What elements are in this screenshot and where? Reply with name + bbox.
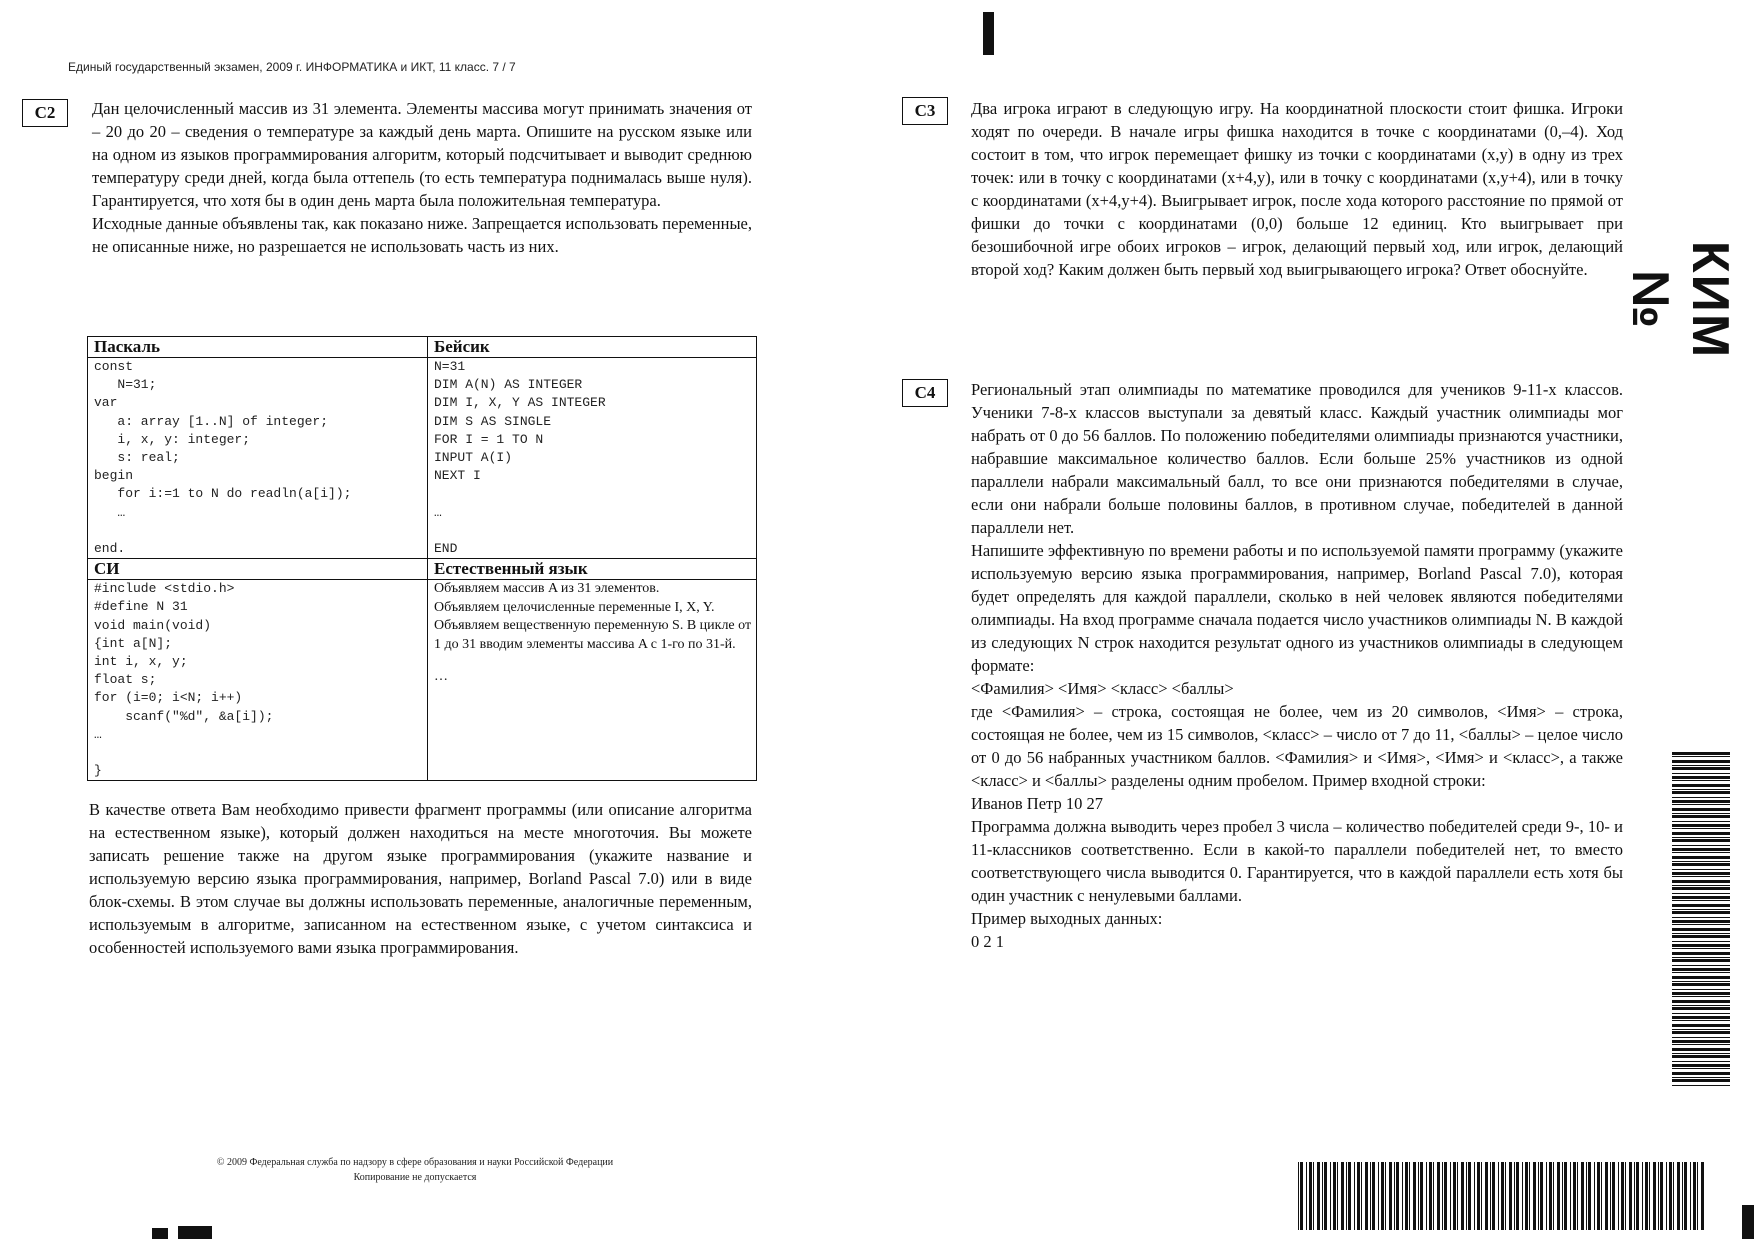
barcode-stripe xyxy=(1612,1162,1615,1230)
barcode-stripe xyxy=(1693,1162,1696,1230)
barcode-stripe xyxy=(1672,989,1730,990)
barcode-stripe xyxy=(1378,1162,1379,1230)
barcode-stripe xyxy=(1672,1085,1730,1086)
barcode-stripe xyxy=(1634,1162,1635,1230)
barcode-stripe xyxy=(1672,839,1730,842)
barcode-stripe xyxy=(1672,1055,1730,1058)
barcode-stripe xyxy=(1672,972,1730,973)
c4-paragraph-1: Региональный этап олимпиады по математике проводился для учеников 9-11-х классов. Ученики 7-8-х классов выступали за девятый класс. Каждый участник олимпиады мог набрать от 0 до 56 баллов. По положению победителями олимпиады признаются участники, набравшие максимальное количество баллов. Если больше 25% участников из одной параллели набрали максимальный балл, то все они признаются победителями в случае, если они набрали больше половины баллов, в противном случае, победителей в данной параллели нет. xyxy=(971,380,1623,537)
barcode-stripe xyxy=(1468,1162,1471,1230)
barcode-stripe xyxy=(1442,1162,1443,1230)
barcode-stripe xyxy=(1673,1162,1674,1230)
barcode-stripe xyxy=(1538,1162,1539,1230)
barcode-stripe xyxy=(1672,756,1730,757)
barcode-stripe xyxy=(1672,1068,1730,1069)
barcode-stripe xyxy=(1509,1162,1512,1230)
barcode-stripe xyxy=(1372,1162,1375,1230)
barcode-stripe xyxy=(1586,1162,1587,1230)
barcode-stripe xyxy=(1570,1162,1571,1230)
barcode-stripe xyxy=(1649,1162,1650,1230)
nl-header: Естественный язык xyxy=(428,559,757,580)
bottom-registration-mark xyxy=(178,1226,212,1239)
barcode-stripe xyxy=(1492,1162,1495,1230)
barcode-stripe xyxy=(1546,1162,1547,1230)
c-code: #include <stdio.h> #define N 31 void main(void) {int a[N]; int i, x, y; float s; for (i=0; i<N; i++) scanf("%d", &a[i]); … } xyxy=(88,580,428,781)
barcode-stripe xyxy=(1636,1162,1639,1230)
nl-line-4: … xyxy=(434,669,448,685)
barcode-stripe xyxy=(1672,992,1730,995)
natural-language-description xyxy=(428,580,757,781)
barcode-stripe xyxy=(1516,1162,1519,1230)
barcode-stripe xyxy=(1564,1162,1567,1230)
barcode-stripe xyxy=(1621,1162,1624,1230)
barcode-stripe xyxy=(1672,1020,1730,1021)
barcode-stripe xyxy=(1672,887,1730,890)
barcode-stripe xyxy=(1461,1162,1464,1230)
barcode-stripe xyxy=(1672,1064,1730,1067)
barcode-stripe xyxy=(1672,928,1730,931)
code-table xyxy=(87,336,757,781)
barcode-stripe xyxy=(1672,959,1730,962)
nl-line-3: Объявляем вещественную переменную S. В цикле от 1 до 31 вводим элементы массива A с 1-го по 31-й. xyxy=(434,618,752,652)
barcode-stripe xyxy=(1477,1162,1480,1230)
barcode-stripe xyxy=(1658,1162,1659,1230)
barcode-stripe xyxy=(1389,1162,1392,1230)
barcode-stripe xyxy=(1514,1162,1515,1230)
barcode-stripe xyxy=(1485,1162,1488,1230)
barcode-stripe xyxy=(1660,1162,1663,1230)
barcode-stripe xyxy=(1309,1162,1312,1230)
barcode-stripe xyxy=(1348,1162,1351,1230)
pascal-code: const N=31; var a: array [1..N] of integer; i, x, y: integer; s: real; begin for i:=1 to N do readln(a[i]); … end. xyxy=(88,358,428,559)
barcode-stripe xyxy=(1577,1162,1578,1230)
barcode-stripe xyxy=(1672,1072,1730,1075)
barcode-stripe xyxy=(1672,893,1730,894)
page-header: Единый государственный экзамен, 2009 г. ИНФОРМАТИКА и ИКТ, 11 класс. 7 / 7 xyxy=(68,60,516,74)
barcode-stripe xyxy=(1672,863,1730,866)
barcode-stripe xyxy=(1672,791,1730,794)
barcode-stripe xyxy=(1540,1162,1543,1230)
barcode-stripe xyxy=(1672,789,1730,790)
barcode-stripe xyxy=(1642,1162,1643,1230)
barcode-stripe xyxy=(1426,1162,1427,1230)
barcode-stripe xyxy=(1672,1024,1730,1027)
bottom-registration-mark xyxy=(152,1228,168,1239)
barcode-stripe xyxy=(1418,1162,1419,1230)
barcode-stripe xyxy=(1672,896,1730,899)
barcode-stripe xyxy=(1672,996,1730,997)
barcode-stripe xyxy=(1672,944,1730,947)
corner-registration-mark xyxy=(1742,1205,1754,1239)
barcode-stripe xyxy=(1573,1162,1576,1230)
barcode-stripe xyxy=(1381,1162,1384,1230)
barcode-stripe xyxy=(1357,1162,1360,1230)
barcode-stripe xyxy=(1433,1162,1434,1230)
barcode-stripe xyxy=(1645,1162,1648,1230)
barcode-stripe xyxy=(1672,917,1730,918)
barcode-stripe xyxy=(1672,821,1730,822)
barcode-stripe xyxy=(1402,1162,1403,1230)
barcode-stripe xyxy=(1346,1162,1347,1230)
vertical-barcode xyxy=(1672,752,1730,1087)
barcode-stripe xyxy=(1697,1162,1698,1230)
c4-paragraph-2: Напишите эффективную по времени работы и по используемой памяти программу (укажите используемую версию языка программирования, например, Borland Pascal 7.0), которая будет определять для каждой параллели, сколько в ней человек являются победителями олимпиады. На вход программе сначала подается число участников олимпиады N. В каждой из следующих N строк находится результат одного из участников олимпиады в следующем формате: xyxy=(971,541,1623,675)
barcode-stripe xyxy=(1672,1005,1730,1006)
basic-header: Бейсик xyxy=(428,337,757,358)
c4-output-caption: Пример выходных данных: xyxy=(971,909,1163,928)
barcode-stripe xyxy=(1466,1162,1467,1230)
pascal-header: Паскаль xyxy=(88,337,428,358)
c4-text xyxy=(971,378,1623,953)
task-label-c2: C2 xyxy=(22,99,68,127)
barcode-stripe xyxy=(1672,1000,1730,1003)
barcode-stripe xyxy=(1672,1029,1730,1030)
barcode-stripe xyxy=(1562,1162,1563,1230)
barcode-stripe xyxy=(1684,1162,1687,1230)
c4-output-example: 0 2 1 xyxy=(971,932,1004,951)
barcode-stripe xyxy=(1672,776,1730,779)
barcode-stripe xyxy=(1672,784,1730,787)
barcode-stripe xyxy=(1672,1044,1730,1045)
barcode-stripe xyxy=(1672,900,1730,901)
barcode-stripe xyxy=(1444,1162,1447,1230)
barcode-stripe xyxy=(1605,1162,1608,1230)
barcode-stripe xyxy=(1333,1162,1336,1230)
barcode-stripe xyxy=(1672,800,1730,803)
registration-mark xyxy=(983,12,994,55)
barcode-stripe xyxy=(1522,1162,1523,1230)
barcode-stripe xyxy=(1672,808,1730,811)
c4-paragraph-4: Программа должна выводить через пробел 3 числа – количество победителей среди 9-, 10- и 11-классников соответственно. Если в какой-то параллели победителей нет, то вместо соответствующего числа выводится 0. Гарантируется, что в каждой параллели есть хотя бы один участник с ненулевыми баллами. xyxy=(971,817,1623,905)
c2-intro-paragraph-1: Дан целочисленный массив из 31 элемента. Элементы массива могут принимать значения от – 20 до 20 – сведения о температуре за каждый день марта. Опишите на русском языке или на одном из языков программирования алгоритм, который подсчитывает и выводит среднюю температуру среди дней, когда была оттепель (то есть температура поднималась выше нуля). Гарантируется, что хотя бы в один день марта была положительная температура. xyxy=(92,99,752,210)
barcode-stripe xyxy=(1672,981,1730,982)
barcode-stripe xyxy=(1672,1016,1730,1019)
barcode-stripe xyxy=(1672,804,1730,805)
barcode-stripe xyxy=(1453,1162,1456,1230)
barcode-stripe xyxy=(1672,765,1730,766)
c-header: СИ xyxy=(88,559,428,580)
barcode-stripe xyxy=(1672,856,1730,859)
barcode-stripe xyxy=(1672,828,1730,829)
barcode-stripe xyxy=(1437,1162,1440,1230)
barcode-stripe xyxy=(1597,1162,1600,1230)
c4-input-example: Иванов Петр 10 27 xyxy=(971,794,1103,813)
barcode-stripe xyxy=(1672,976,1730,979)
barcode-stripe xyxy=(1450,1162,1451,1230)
barcode-stripe xyxy=(1672,924,1730,925)
footer xyxy=(130,1155,700,1185)
barcode-stripe xyxy=(1672,852,1730,853)
barcode-stripe xyxy=(1385,1162,1386,1230)
c3-text: Два игрока играют в следующую игру. На координатной плоскости стоит фишка. Игроки ходят по очереди. В начале игры фишка находится в точке с координатами (0,–4). Ход состоит в том, что игрок перемещает фишку из точки с координатами (x,y) в одну из трех точек: или в точку с координатами (x+4,y), или в точку с координатами (x,y+4), или в точку с координатами (x+4,y+4). Выигрывает игрок, после хода которого расстояние по прямой от фишки до точки с координатами (0,0) больше 12 единиц. Кто выигрывает при безошибочной игре обоих игроков – игрок, делающий первый ход, или игрок, делающий второй ход? Каким должен быть первый ход выигрывающего игрока? Ответ обоснуйте. xyxy=(971,99,1623,279)
barcode-stripe xyxy=(1682,1162,1683,1230)
c2-outro: В качестве ответа Вам необходимо привести фрагмент программы (или описание алгоритма на естественном языке), который должен находиться на месте многоточия. Вы можете записать решение также на другом языке программирования (укажите название и используемую версию языка программирования, например, Borland Pascal 7.0) или в виде блок-схемы. В этом случае вы должны использовать переменные, аналогичные переменным, используемым в алгоритме, записанном на естественном языке, с учетом синтаксиса и особенностей используемого вами языка программирования. xyxy=(89,800,752,957)
barcode-stripe xyxy=(1361,1162,1362,1230)
task-label-c3: C3 xyxy=(902,97,948,125)
c4-input-format: <Фамилия> <Имя> <класс> <баллы> xyxy=(971,679,1234,698)
barcode-stripe xyxy=(1588,1162,1591,1230)
barcode-stripe xyxy=(1429,1162,1432,1230)
barcode-stripe xyxy=(1672,1007,1730,1010)
barcode-stripe xyxy=(1701,1162,1704,1230)
c2-intro xyxy=(92,97,752,258)
barcode-stripe xyxy=(1672,848,1730,851)
barcode-stripe xyxy=(1394,1162,1395,1230)
barcode-stripe xyxy=(1672,885,1730,886)
barcode-stripe xyxy=(1666,1162,1667,1230)
barcode-stripe xyxy=(1669,1162,1672,1230)
barcode-stripe xyxy=(1672,837,1730,838)
barcode-stripe xyxy=(1672,780,1730,781)
barcode-stripe xyxy=(1672,845,1730,846)
barcode-stripe xyxy=(1672,760,1730,763)
barcode-stripe xyxy=(1481,1162,1482,1230)
c2-intro-paragraph-2: Исходные данные объявлены так, как показано ниже. Запрещается использовать переменные, не описанные ниже, но разрешается не использовать часть из них. xyxy=(92,214,752,256)
barcode-stripe xyxy=(1672,824,1730,827)
task-label-c4: C4 xyxy=(902,379,948,407)
barcode-stripe xyxy=(1322,1162,1323,1230)
barcode-stripe xyxy=(1672,861,1730,862)
barcode-stripe xyxy=(1625,1162,1626,1230)
barcode-stripe xyxy=(1672,773,1730,774)
barcode-stripe xyxy=(1365,1162,1368,1230)
barcode-stripe xyxy=(1672,965,1730,966)
barcode-stripe xyxy=(1672,933,1730,934)
barcode-stripe xyxy=(1672,1037,1730,1038)
barcode-stripe xyxy=(1300,1162,1303,1230)
barcode-stripe xyxy=(1672,813,1730,814)
barcode-stripe xyxy=(1677,1162,1680,1230)
barcode-stripe xyxy=(1672,983,1730,986)
barcode-stripe xyxy=(1501,1162,1504,1230)
barcode-stripe xyxy=(1324,1162,1327,1230)
barcode-stripe xyxy=(1409,1162,1410,1230)
barcode-stripe xyxy=(1313,1162,1314,1230)
barcode-stripe xyxy=(1672,1053,1730,1054)
barcode-stripe xyxy=(1672,872,1730,875)
barcode-stripe xyxy=(1525,1162,1528,1230)
barcode-stripe xyxy=(1505,1162,1506,1230)
barcode-stripe xyxy=(1557,1162,1560,1230)
barcode-stripe xyxy=(1672,941,1730,942)
barcode-stripe xyxy=(1672,767,1730,770)
barcode-stripe xyxy=(1672,880,1730,883)
barcode-stripe xyxy=(1413,1162,1416,1230)
barcode-stripe xyxy=(1672,869,1730,870)
barcode-stripe xyxy=(1474,1162,1475,1230)
barcode-stripe xyxy=(1337,1162,1338,1230)
barcode-stripe xyxy=(1672,935,1730,938)
barcode-stripe xyxy=(1581,1162,1584,1230)
barcode-stripe xyxy=(1672,952,1730,955)
barcode-stripe xyxy=(1629,1162,1632,1230)
barcode-stripe xyxy=(1672,1013,1730,1014)
barcode-stripe xyxy=(1690,1162,1691,1230)
barcode-stripe xyxy=(1672,904,1730,907)
barcode-stripe xyxy=(1594,1162,1595,1230)
barcode-stripe xyxy=(1330,1162,1331,1230)
barcode-stripe xyxy=(1672,1048,1730,1051)
barcode-stripe xyxy=(1672,815,1730,818)
barcode-stripe xyxy=(1672,832,1730,835)
barcode-stripe xyxy=(1672,1040,1730,1043)
barcode-stripe xyxy=(1672,752,1730,755)
barcode-stripe xyxy=(1618,1162,1619,1230)
footer-copyright: © 2009 Федеральная служба по надзору в сфере образования и науки Российской Федерации xyxy=(216,1157,614,1168)
barcode-stripe xyxy=(1672,957,1730,958)
nl-line-2: Объявляем целочисленные переменные I, X, Y. xyxy=(434,599,715,615)
barcode-stripe xyxy=(1672,920,1730,923)
barcode-stripe xyxy=(1601,1162,1602,1230)
barcode-stripe xyxy=(1306,1162,1307,1230)
footer-copy-notice: Копирование не допускается xyxy=(353,1172,477,1183)
barcode-stripe xyxy=(1672,909,1730,910)
barcode-stripe xyxy=(1341,1162,1344,1230)
barcode-stripe xyxy=(1672,1079,1730,1082)
barcode-stripe xyxy=(1498,1162,1499,1230)
barcode-stripe xyxy=(1405,1162,1408,1230)
barcode-stripe xyxy=(1549,1162,1552,1230)
barcode-stripe xyxy=(1533,1162,1536,1230)
barcode-stripe xyxy=(1529,1162,1530,1230)
barcode-stripe xyxy=(1553,1162,1554,1230)
nl-line-1: Объявляем массив A из 31 элементов. xyxy=(434,581,660,597)
barcode-stripe xyxy=(1370,1162,1371,1230)
barcode-stripe xyxy=(1672,911,1730,914)
barcode-stripe xyxy=(1298,1162,1299,1230)
basic-code: N=31 DIM A(N) AS INTEGER DIM I, X, Y AS INTEGER DIM S AS SINGLE FOR I = 1 TO N INPUT A(I) NEXT I … END xyxy=(428,358,757,559)
barcode-stripe xyxy=(1672,1077,1730,1078)
barcode-stripe xyxy=(1672,876,1730,877)
barcode-stripe xyxy=(1354,1162,1355,1230)
barcode-stripe xyxy=(1672,1031,1730,1034)
kim-number-label: КИМ № xyxy=(1621,240,1739,360)
barcode-stripe xyxy=(1610,1162,1611,1230)
barcode-stripe xyxy=(1457,1162,1458,1230)
barcode-stripe xyxy=(1396,1162,1399,1230)
barcode-stripe xyxy=(1672,1061,1730,1062)
barcode-stripe xyxy=(1672,948,1730,949)
barcode-stripe xyxy=(1317,1162,1320,1230)
barcode-stripe xyxy=(1672,797,1730,798)
c4-paragraph-3: где <Фамилия> – строка, состоящая не более, чем из 20 символов, <Имя> – строка, состоящая не более, чем из 15 символов, <класс> – число от 7 до 11, <баллы> – целое число от 0 до 56 набранных участником баллов. <Фамилия> и <Имя>, <Имя> и <класс>, а также <класс> и <баллы> разделены одним пробелом. Пример входной строки: xyxy=(971,702,1623,790)
horizontal-barcode xyxy=(1298,1162,1706,1230)
barcode-stripe xyxy=(1490,1162,1491,1230)
barcode-stripe xyxy=(1672,968,1730,971)
barcode-stripe xyxy=(1420,1162,1423,1230)
barcode-stripe xyxy=(1653,1162,1656,1230)
